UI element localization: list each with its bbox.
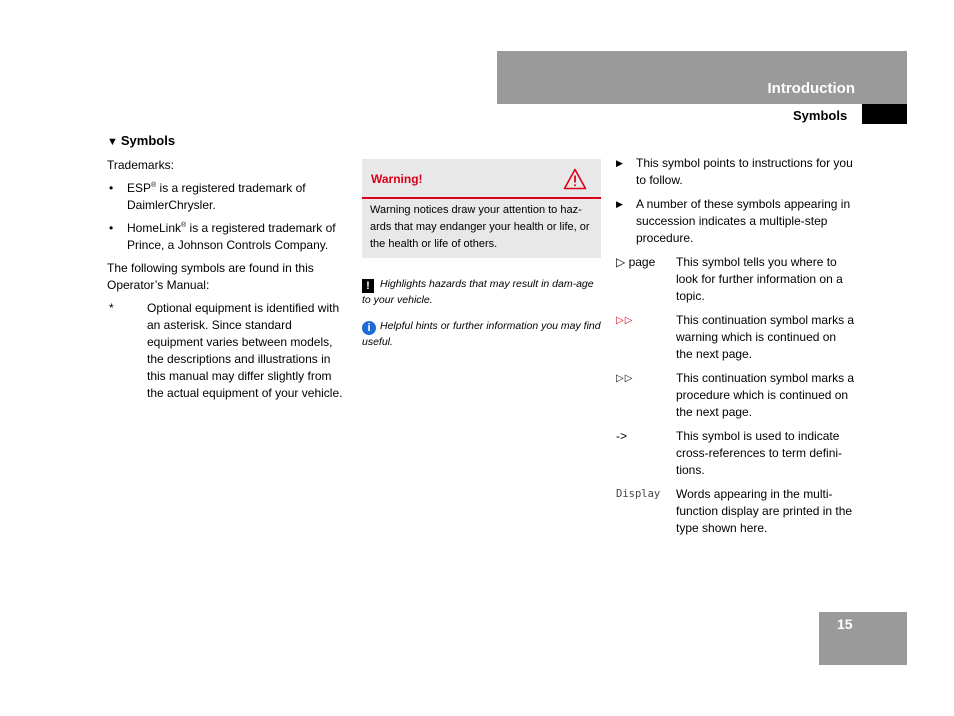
page-number-box: [819, 612, 907, 665]
asterisk-text: Optional equipment is identified with an asterisk. Since standard equipment varies between models, the descriptions and illustrations in this manual may differ slightly from the actual equipment of your vehicle.: [147, 301, 343, 400]
registered-mark: ®: [151, 182, 157, 189]
exclamation-icon: !: [362, 279, 374, 293]
warning-continuation-symbol: ▷▷: [616, 315, 634, 326]
hazard-note: [362, 277, 602, 308]
asterisk-symbol: *: [109, 301, 114, 315]
procedure-continuation-symbol: ▷▷: [616, 373, 634, 384]
bullet-icon: •: [109, 181, 114, 195]
info-note: [362, 319, 602, 350]
right-column: [616, 155, 856, 544]
symbols-intro: The following symbols are found in this Operator’s Manual:: [107, 261, 314, 292]
symbol-description: This symbol is used to indicate cross-references to term defini-tions.: [676, 429, 843, 477]
asterisk-definition: [107, 300, 347, 402]
symbol-row: [616, 370, 856, 421]
section-title: Introduction: [767, 80, 855, 97]
symbol-description: This symbol tells you where to look for further information on a topic.: [676, 255, 843, 303]
left-column: [107, 132, 347, 402]
bullet-icon: •: [109, 221, 114, 235]
list-item: [616, 196, 856, 247]
warning-box: [362, 159, 601, 258]
page-reference-symbol: ▷ page: [616, 255, 656, 269]
symbol-description: This continuation symbol marks a procedure which is continued on the next page.: [676, 371, 855, 419]
symbol-description: Words appearing in the multi-function display are printed in the type shown here.: [676, 487, 853, 535]
info-icon: i: [362, 321, 376, 335]
section-heading-text: Symbols: [120, 133, 176, 148]
warning-text: Warning notices draw your attention to haz-ards that may endanger your health or life, or the health or life of others.: [370, 204, 590, 250]
subsection-title: Symbols: [793, 108, 848, 123]
display-text-symbol: Display: [616, 488, 661, 500]
page-number: 15: [837, 616, 853, 632]
trademark-text: is a registered trademark of DaimlerChrysler.: [127, 181, 306, 212]
list-item: [107, 220, 347, 254]
warning-divider: [362, 197, 601, 199]
symbol-row: [616, 312, 856, 363]
warning-title: Warning!: [371, 172, 423, 186]
warning-triangle-icon: [563, 168, 587, 190]
symbol-row: [616, 428, 856, 479]
list-item: [616, 155, 856, 189]
header-bar: [497, 51, 907, 104]
symbol-row: [616, 486, 856, 537]
triangle-down-icon: ▼: [107, 136, 118, 148]
subsection-marker: [862, 104, 907, 124]
arrow-item-text: A number of these symbols appearing in succession indicates a multiple-step procedure.: [636, 197, 851, 245]
trademark-name: ESP: [127, 181, 152, 195]
arrow-right-icon: ▶: [616, 199, 623, 209]
hazard-note-text: Highlights hazards that may result in dam-age to your vehicle.: [362, 278, 594, 306]
trademark-text: is a registered trademark of Prince, a Johnson Controls Company.: [127, 221, 336, 252]
symbol-description: This continuation symbol marks a warning which is continued on the next page.: [676, 313, 855, 361]
trademarks-label: Trademarks:: [107, 158, 174, 172]
arrow-right-icon: ▶: [616, 158, 623, 168]
cross-reference-symbol: ->: [616, 429, 628, 443]
section-heading: [107, 132, 347, 151]
list-item: [107, 180, 347, 214]
arrow-item-text: This symbol points to instructions for you to follow.: [636, 156, 853, 187]
symbol-row: [616, 254, 856, 305]
trademark-name: HomeLink: [127, 221, 182, 235]
registered-mark: ®: [181, 222, 187, 229]
info-note-text: Helpful hints or further information you may find useful.: [362, 320, 601, 348]
